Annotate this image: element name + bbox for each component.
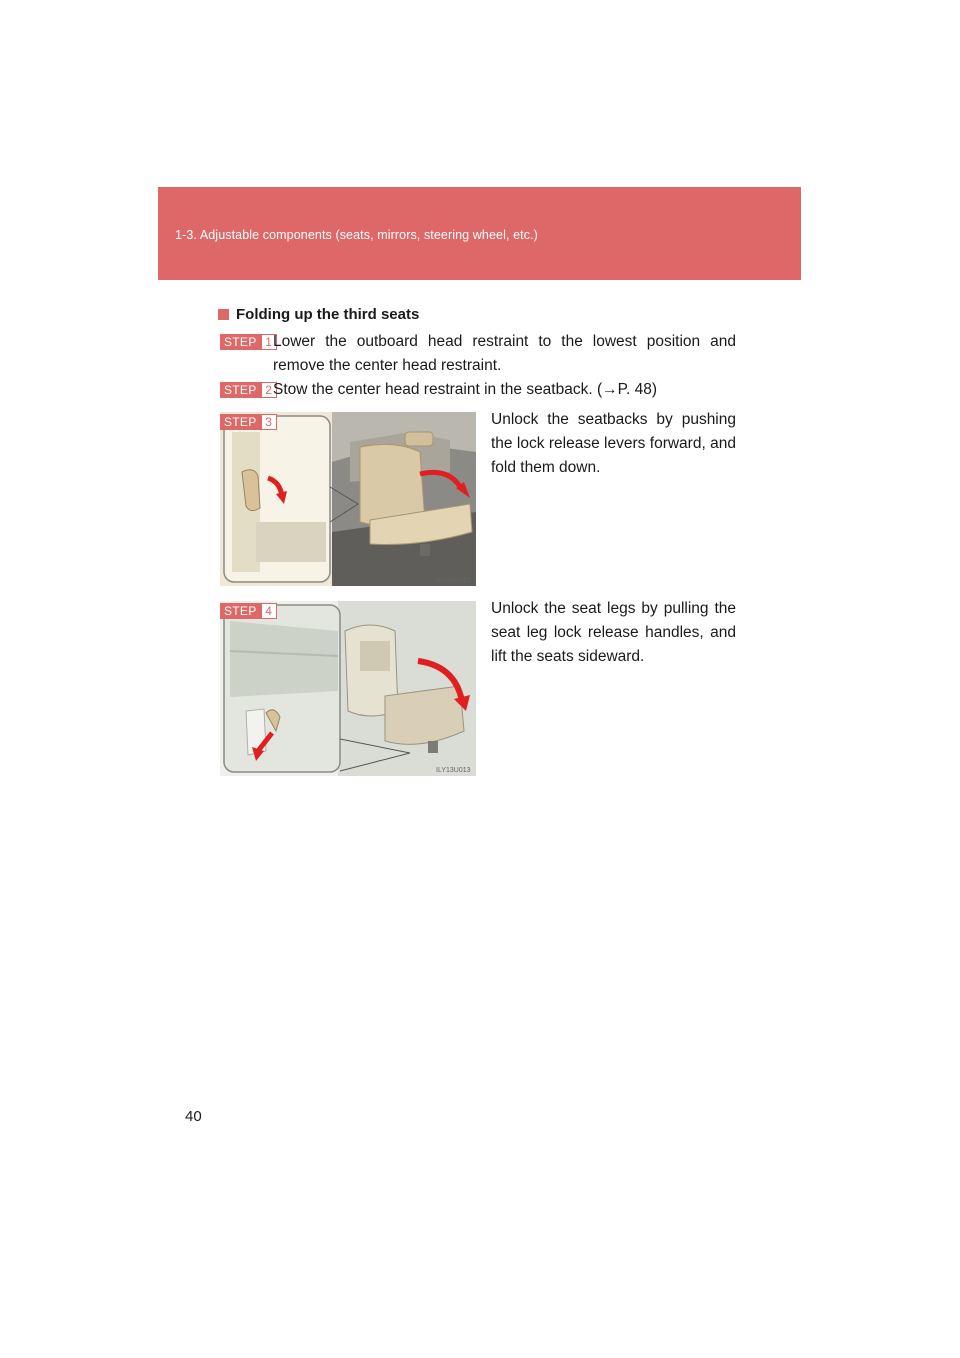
step-word: STEP [220,414,261,430]
section-title: 1-3. Adjustable components (seats, mirrors, steering wheel, etc.) [175,228,538,242]
step-badge-3 [220,414,277,430]
step-word: STEP [220,382,261,398]
illustration-step-4 [220,601,476,776]
step-badge-2 [220,382,277,398]
subsection-heading [218,306,419,323]
step-1-text: Lower the outboard head restraint to the lowest position and remove the center head restraint. [273,333,736,374]
page-number: 40 [185,1108,202,1125]
step-number: 3 [261,414,277,430]
step-number: 1 [261,334,277,350]
step-word: STEP [220,334,261,350]
subsection-title: Folding up the third seats [236,306,420,323]
seat-leg-release-illustration [220,601,476,776]
step-number: 4 [261,603,277,619]
illustration-step-3 [220,412,476,586]
image-code-step-4: ILY13U013 [436,767,471,774]
image-code-step-3: ILY13U012 [436,577,471,584]
step-number: 2 [261,382,277,398]
square-bullet-icon [218,309,229,320]
seatback-fold-illustration [220,412,476,586]
step-2-text: Stow the center head restraint in the seatback. (→P. 48) [273,381,657,398]
step-4-text: Unlock the seat legs by pulling the seat leg lock release handles, and lift the seats sideward. [491,600,736,665]
step-3-text: Unlock the seatbacks by pushing the lock release levers forward, and fold them down. [491,411,736,476]
step-word: STEP [220,603,261,619]
step-badge-1 [220,334,277,350]
step-badge-4 [220,603,277,619]
